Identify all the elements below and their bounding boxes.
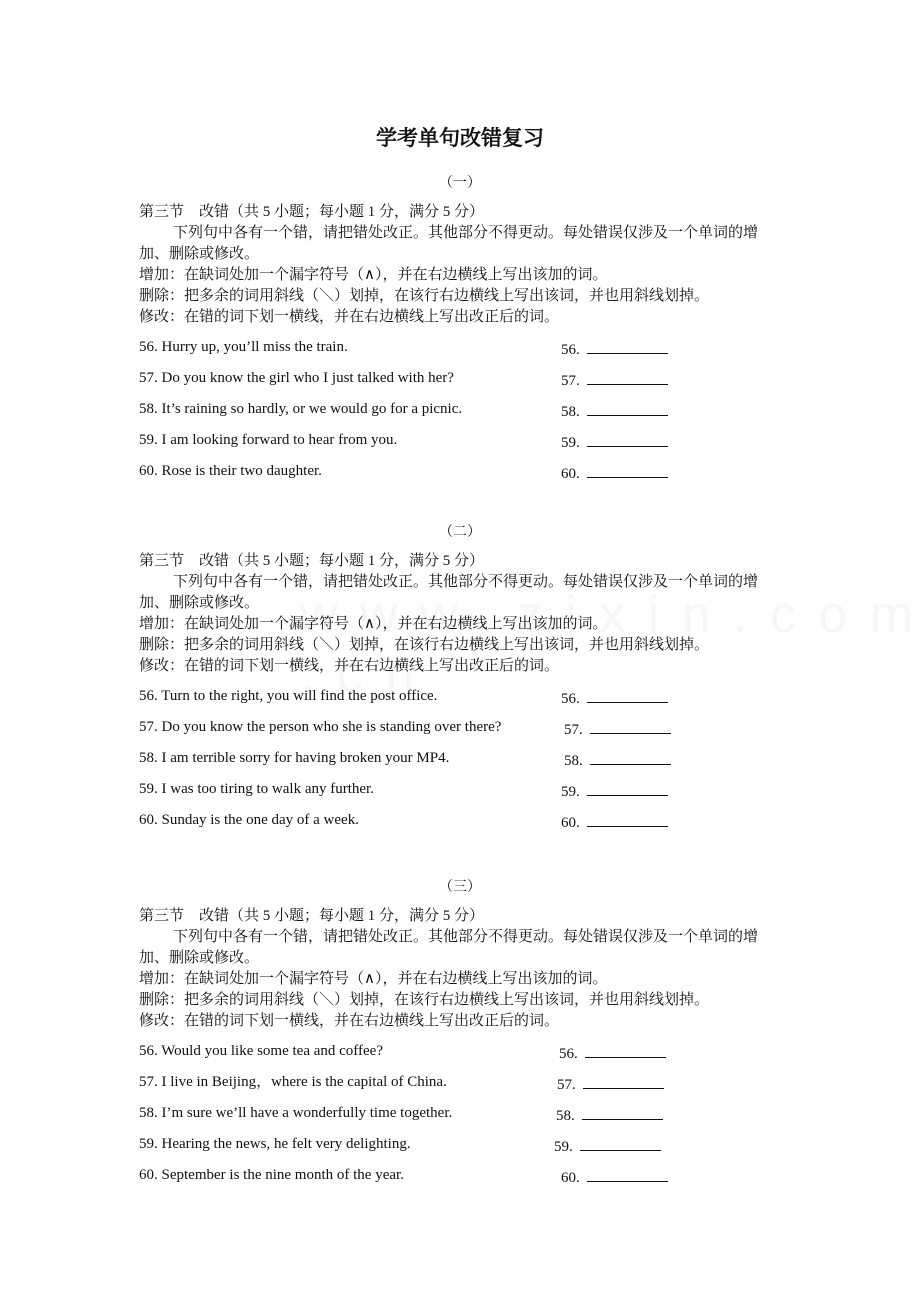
answer-number: 56. — [561, 691, 580, 707]
question-item — [139, 1072, 799, 1103]
question-item — [139, 810, 799, 841]
question-sentence: 56. Turn to the right, you will find the post office. — [139, 688, 438, 704]
answer-slot — [561, 337, 668, 361]
rule-modify: 修改：在错的词下划一横线，并在右边横线上写出改正后的词。 — [139, 309, 560, 325]
rule-delete: 删除：把多余的词用斜线（＼）划掉，在该行右边横线上写出该词，并也用斜线划掉。 — [139, 992, 710, 1008]
instructions: 下列句中各有一个错，请把错处改正。其他部分不得更动。每处错误仅涉及一个单词的增加、删除或修改。 — [139, 574, 759, 611]
question-item — [139, 1041, 799, 1072]
answer-blank[interactable] — [587, 1165, 668, 1182]
rule-modify: 修改：在错的词下划一横线，并在右边横线上写出改正后的词。 — [139, 658, 560, 674]
question-sentence: 59. Hearing the news, he felt very delighting. — [139, 1136, 411, 1152]
answer-blank[interactable] — [580, 1134, 661, 1151]
question-item — [139, 1103, 799, 1134]
answer-blank[interactable] — [587, 399, 668, 416]
answer-slot — [554, 1134, 661, 1158]
answer-slot — [559, 1041, 666, 1065]
rule-add: 增加：在缺词处加一个漏字符号（∧），并在右边横线上写出该加的词。 — [139, 971, 608, 987]
answer-blank[interactable] — [587, 368, 668, 385]
answer-slot — [564, 717, 671, 741]
question-sentence: 57. Do you know the girl who I just talked with her? — [139, 370, 454, 386]
section-3 — [139, 876, 799, 1196]
answer-slot — [561, 430, 668, 454]
question-sentence: 58. I’m sure we’ll have a wonderfully time together. — [139, 1105, 453, 1121]
section-number: （一） — [439, 176, 481, 191]
instructions: 下列句中各有一个错，请把错处改正。其他部分不得更动。每处错误仅涉及一个单词的增加、删除或修改。 — [139, 225, 759, 262]
answer-number: 59. — [554, 1139, 573, 1155]
answer-blank[interactable] — [587, 779, 668, 796]
section-number: （二） — [439, 525, 481, 540]
section-number: （三） — [439, 880, 481, 895]
page-title: 学考单句改错复习 — [376, 126, 544, 150]
answer-slot — [561, 368, 668, 392]
answer-number: 57. — [557, 1077, 576, 1093]
question-sentence: 60. Sunday is the one day of a week. — [139, 812, 359, 828]
question-item — [139, 748, 799, 779]
answer-number: 57. — [564, 722, 583, 738]
section-1 — [139, 172, 799, 492]
answer-blank[interactable] — [587, 337, 668, 354]
answer-slot — [561, 461, 668, 485]
answer-blank[interactable] — [590, 717, 671, 734]
question-item — [139, 399, 799, 430]
rule-add: 增加：在缺词处加一个漏字符号（∧），并在右边横线上写出该加的词。 — [139, 616, 608, 632]
answer-number: 60. — [561, 1170, 580, 1186]
question-list — [139, 1041, 799, 1196]
answer-slot — [561, 686, 668, 710]
answer-blank[interactable] — [583, 1072, 664, 1089]
answer-number: 58. — [556, 1108, 575, 1124]
question-list — [139, 686, 799, 841]
answer-number: 60. — [561, 466, 580, 482]
answer-slot — [561, 779, 668, 803]
rule-delete: 删除：把多余的词用斜线（＼）划掉，在该行右边横线上写出该词，并也用斜线划掉。 — [139, 288, 710, 304]
question-item — [139, 686, 799, 717]
answer-slot — [561, 399, 668, 423]
answer-slot — [556, 1103, 663, 1127]
answer-number: 57. — [561, 373, 580, 389]
question-sentence: 60. Rose is their two daughter. — [139, 463, 322, 479]
question-item — [139, 461, 799, 492]
answer-number: 59. — [561, 784, 580, 800]
answer-number: 59. — [561, 435, 580, 451]
answer-number: 58. — [564, 753, 583, 769]
question-sentence: 59. I was too tiring to walk any further. — [139, 781, 374, 797]
question-item — [139, 717, 799, 748]
question-item — [139, 430, 799, 461]
answer-number: 56. — [559, 1046, 578, 1062]
answer-slot — [561, 810, 668, 834]
section-2 — [139, 521, 799, 841]
question-item — [139, 779, 799, 810]
answer-blank[interactable] — [587, 461, 668, 478]
question-sentence: 56. Would you like some tea and coffee? — [139, 1043, 383, 1059]
question-item — [139, 1165, 799, 1196]
section-heading: 第三节 改错（共 5 小题；每小题 1 分，满分 5 分） — [139, 908, 485, 924]
question-sentence: 58. I am terrible sorry for having broken your MP4. — [139, 750, 450, 766]
answer-blank[interactable] — [587, 430, 668, 447]
answer-blank[interactable] — [587, 686, 668, 703]
answer-blank[interactable] — [582, 1103, 663, 1120]
answer-blank[interactable] — [587, 810, 668, 827]
answer-slot — [561, 1165, 668, 1189]
rule-delete: 删除：把多余的词用斜线（＼）划掉，在该行右边横线上写出该词，并也用斜线划掉。 — [139, 637, 710, 653]
question-sentence: 57. I live in Beijing，where is the capital of China. — [139, 1074, 447, 1090]
answer-blank[interactable] — [585, 1041, 666, 1058]
answer-slot — [557, 1072, 664, 1096]
rule-add: 增加：在缺词处加一个漏字符号（∧），并在右边横线上写出该加的词。 — [139, 267, 608, 283]
section-heading: 第三节 改错（共 5 小题；每小题 1 分，满分 5 分） — [139, 553, 485, 569]
question-sentence: 59. I am looking forward to hear from you. — [139, 432, 398, 448]
answer-number: 56. — [561, 342, 580, 358]
question-sentence: 58. It’s raining so hardly, or we would go for a picnic. — [139, 401, 463, 417]
answer-number: 60. — [561, 815, 580, 831]
question-sentence: 60. September is the nine month of the year. — [139, 1167, 404, 1183]
question-sentence: 56. Hurry up, you’ll miss the train. — [139, 339, 348, 355]
section-heading: 第三节 改错（共 5 小题；每小题 1 分，满分 5 分） — [139, 204, 485, 220]
question-item — [139, 368, 799, 399]
question-sentence: 57. Do you know the person who she is standing over there? — [139, 719, 502, 735]
question-list — [139, 337, 799, 492]
question-item — [139, 1134, 799, 1165]
instructions: 下列句中各有一个错，请把错处改正。其他部分不得更动。每处错误仅涉及一个单词的增加、删除或修改。 — [139, 929, 759, 966]
answer-number: 58. — [561, 404, 580, 420]
answer-blank[interactable] — [590, 748, 671, 765]
question-item — [139, 337, 799, 368]
answer-slot — [564, 748, 671, 772]
rule-modify: 修改：在错的词下划一横线，并在右边横线上写出改正后的词。 — [139, 1013, 560, 1029]
